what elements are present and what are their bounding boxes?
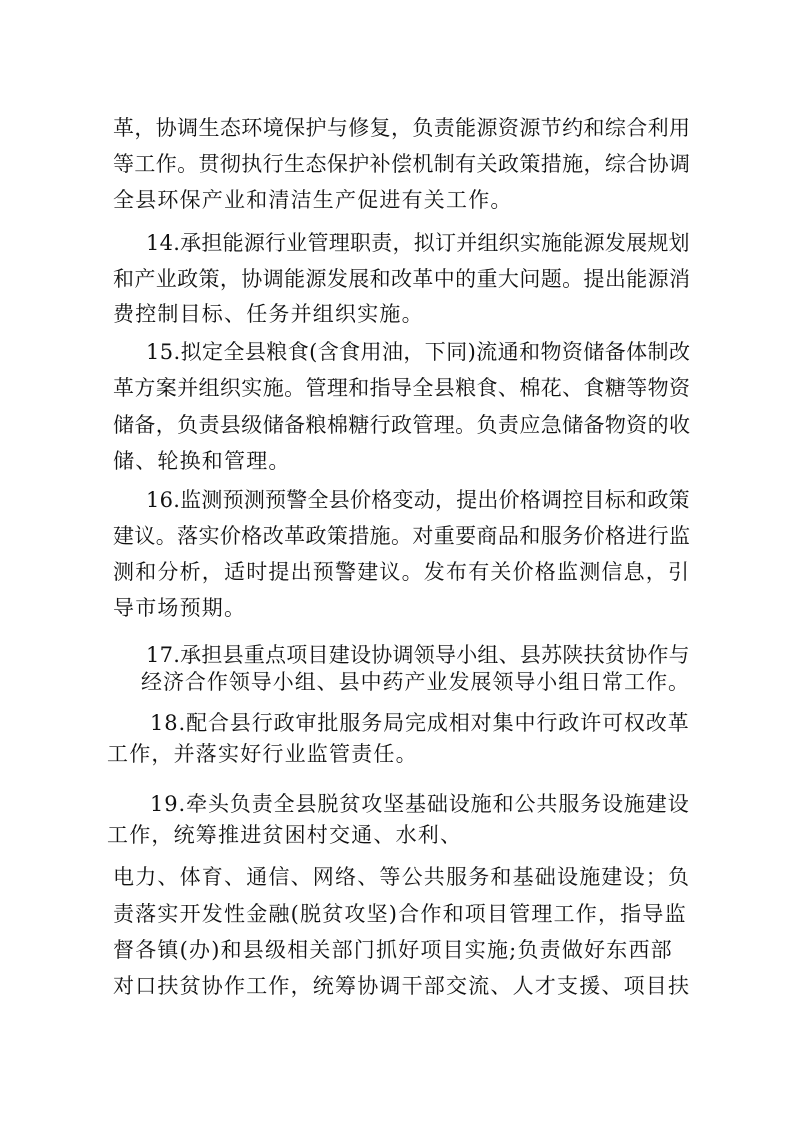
text-line: 经济合作领导小组、县中药产业发展领导小组日常工作。 <box>141 670 690 694</box>
text-line: 16.监测预测预警全县价格变动，提出价格调控目标和政策 <box>146 488 690 512</box>
text-line: 19.牵头负责全县脱贫攻坚基础设施和公共服务设施建设 <box>150 792 690 816</box>
text-line: 革方案并组织实施。管理和指导全县粮食、棉花、食糖等物资 <box>113 376 691 400</box>
text-line: 建议。落实价格改革政策措施。对重要商品和服务价格进行监 <box>113 524 691 548</box>
text-line: 费控制目标、任务并组织实施。 <box>113 302 424 326</box>
text-line: 14.承担能源行业管理职责，拟订并组织实施能源发展规划 <box>146 231 690 255</box>
text-line: 17.承担县重点项目建设协调领导小组、县苏陕扶贫协作与 <box>146 643 690 667</box>
text-line: 等工作。贯彻执行生态保护补偿机制有关政策措施，综合协调 <box>113 152 691 176</box>
text-line: 18.配合县行政审批服务局完成相对集中行政许可权改革 <box>150 711 690 735</box>
text-line: 导市场预期。 <box>113 596 247 620</box>
text-line: 对口扶贫协作工作，统筹协调干部交流、人才支援、项目扶 <box>113 974 691 998</box>
text-line: 储、轮换和管理。 <box>113 449 291 473</box>
text-line: 工作，统筹推进贫困村交通、水利、 <box>107 823 463 847</box>
text-line: 15.拟定全县粮食(含食用油，下同)流通和物资储备体制改 <box>146 340 691 364</box>
text-line: 责落实开发性金融(脱贫攻坚)合作和项目管理工作，指导监 <box>113 902 687 926</box>
text-line: 和产业政策，协调能源发展和改革中的重大问题。提出能源消 <box>113 267 691 291</box>
text-line: 电力、体育、通信、网络、等公共服务和基础设施建设；负 <box>113 865 691 889</box>
text-line: 工作，并落实好行业监管责任。 <box>107 742 418 766</box>
text-line: 全县环保产业和清洁生产促进有关工作。 <box>113 188 513 212</box>
text-line: 测和分析，适时提出预警建议。发布有关价格监测信息，引 <box>113 560 691 584</box>
text-line: 督各镇(办)和县级相关部门抓好项目实施;负责做好东西部 <box>113 938 673 962</box>
text-line: 革，协调生态环境保护与修复，负责能源资源节约和综合利用 <box>113 116 691 140</box>
text-line: 储备，负责县级储备粮棉糖行政管理。负责应急储备物资的收 <box>113 413 691 437</box>
